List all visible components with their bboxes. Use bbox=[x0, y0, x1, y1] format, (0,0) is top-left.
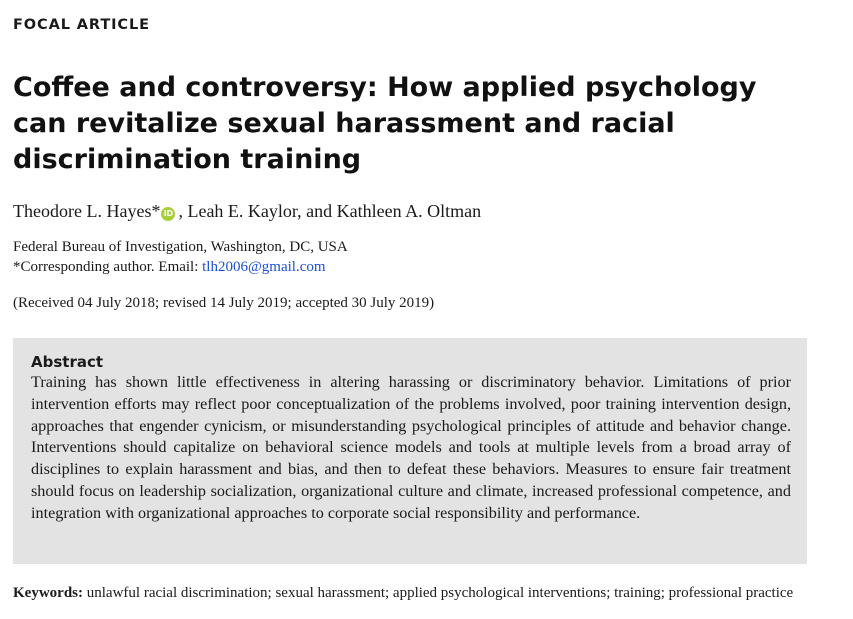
orcid-icon[interactable]: iD bbox=[161, 207, 175, 221]
abstract-box bbox=[13, 338, 807, 564]
keywords bbox=[13, 584, 808, 603]
email-link[interactable]: tlh2006@gmail.com bbox=[202, 259, 326, 275]
article-title: Coffee and controversy: How applied psychology can revitalize sexual harassment and racial discrimination training bbox=[13, 72, 757, 175]
corresponding-author-line bbox=[13, 257, 348, 277]
affiliation-block bbox=[13, 237, 348, 277]
affiliation-institution: Federal Bureau of Investigation, Washington, DC, USA bbox=[13, 239, 348, 255]
author-hayes[interactable]: Theodore L. Hayes* bbox=[13, 201, 161, 221]
keywords-text: unlawful racial discrimination; sexual harassment; applied psychological interventions; training; professional practice bbox=[83, 585, 794, 601]
author-others: , Leah E. Kaylor, and Kathleen A. Oltman bbox=[178, 201, 482, 221]
abstract-heading: Abstract bbox=[31, 353, 104, 371]
author-list bbox=[13, 200, 481, 222]
publication-dates: (Received 04 July 2018; revised 14 July 2019; accepted 30 July 2019) bbox=[13, 295, 435, 311]
corresponding-author-label: *Corresponding author. Email: bbox=[13, 259, 203, 275]
abstract-text: Training has shown little effectiveness in altering harassing or discriminatory behavior. Limitations of prior intervention efforts may reflect poor conceptualization of the problems involved, poor training intervention design, approaches that engender cynicism, or misunderstanding psychological principles of attitude and behavior change. Interventions should capitalize on behavioral science models and tools at multiple levels from a broad array of disciplines to explain harassment and bias, and then to defeat these behaviors. Measures to ensure fair treatment should focus on leadership socialization, organizational culture and climate, increased professional competence, and integration with organizational approaches to corporate social responsibility and performance. bbox=[31, 373, 791, 522]
keywords-label: Keywords: bbox=[13, 585, 83, 601]
section-label: FOCAL ARTICLE bbox=[13, 17, 150, 33]
